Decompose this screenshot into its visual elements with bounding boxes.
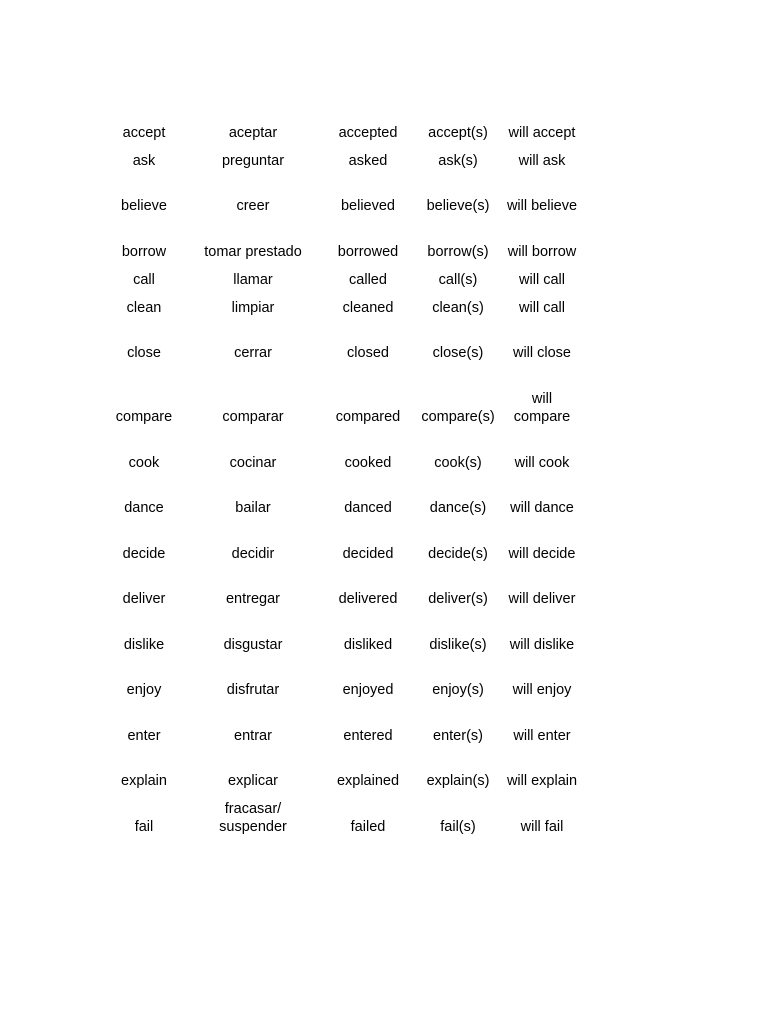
past-tense-cell: asked: [348, 152, 388, 169]
past-tense-cell: cleaned: [342, 299, 394, 316]
spanish-cell: disfrutar: [226, 682, 280, 698]
spanish-cell: decidir: [231, 545, 275, 562]
future-tense-cell: will dislike: [509, 636, 575, 653]
past-tense-cell: entered: [343, 727, 393, 744]
verb-table: [106, 96, 580, 836]
base-form-cell: call: [133, 271, 155, 288]
past-tense-cell: cooked: [344, 454, 392, 471]
spanish-cell: cerrar: [234, 345, 272, 361]
table-row: [106, 96, 580, 142]
present-tense-cell: enjoy(s): [432, 682, 484, 698]
future-tense-cell: will enter: [513, 727, 571, 744]
spanish-cell: aceptar: [228, 124, 278, 141]
spanish-cell: explicar: [228, 773, 278, 789]
spanish-cell: entrar: [234, 727, 272, 744]
table-row: [106, 261, 580, 289]
future-tense-cell: will dance: [510, 500, 574, 516]
future-tense-cell: will decide: [508, 545, 576, 562]
present-tense-cell: clean(s): [432, 299, 484, 316]
spanish-cell: limpiar: [231, 299, 275, 316]
future-tense-cell: will enjoy: [512, 682, 572, 698]
past-tense-cell: accepted: [338, 124, 398, 141]
base-form-cell: enter: [127, 727, 161, 744]
past-tense-cell: borrowed: [337, 243, 399, 260]
base-form-cell: decide: [122, 545, 166, 562]
base-form-cell: deliver: [122, 591, 166, 607]
future-tense-cell: will deliver: [508, 591, 576, 607]
base-form-cell: accept: [122, 124, 166, 141]
present-tense-cell: explain(s): [426, 773, 490, 789]
base-form-cell: ask: [132, 152, 156, 169]
table-row: [106, 563, 580, 609]
future-tense-cell: will believe: [506, 198, 578, 214]
table-row: [106, 745, 580, 791]
past-tense-cell: enjoyed: [342, 682, 394, 698]
present-tense-cell: fail(s): [440, 818, 476, 835]
table-row: [106, 654, 580, 700]
future-tense-cell: will borrow: [507, 243, 577, 260]
spanish-cell: tomar prestado: [204, 243, 302, 260]
present-tense-cell: cook(s): [434, 454, 482, 471]
table-row: [106, 215, 580, 261]
base-form-cell: dance: [124, 500, 164, 516]
past-tense-cell: compared: [335, 409, 401, 425]
past-tense-cell: closed: [347, 345, 389, 361]
future-tense-cell: will compare: [513, 391, 571, 425]
spanish-cell: fracasar/ suspender: [219, 800, 287, 835]
future-tense-cell: will call: [519, 299, 565, 316]
base-form-cell: cook: [128, 454, 160, 471]
future-tense-cell: will accept: [508, 124, 576, 141]
base-form-cell: enjoy: [126, 682, 162, 698]
past-tense-cell: decided: [342, 545, 394, 562]
future-tense-cell: will explain: [506, 773, 578, 789]
future-tense-cell: will cook: [514, 454, 570, 471]
spanish-cell: entregar: [225, 591, 280, 607]
present-tense-cell: accept(s): [428, 124, 488, 141]
future-tense-cell: will close: [512, 345, 571, 361]
present-tense-cell: ask(s): [438, 152, 478, 169]
base-form-cell: compare: [115, 409, 173, 425]
spanish-cell: comparar: [222, 409, 284, 425]
table-row: [106, 362, 580, 426]
spanish-cell: llamar: [233, 271, 273, 288]
present-tense-cell: decide(s): [428, 545, 488, 562]
table-row: [106, 699, 580, 745]
past-tense-cell: disliked: [343, 636, 393, 653]
past-tense-cell: delivered: [338, 591, 398, 607]
base-form-cell: believe: [121, 198, 167, 214]
table-row: [106, 317, 580, 363]
spanish-cell: creer: [236, 198, 270, 214]
spanish-cell: disgustar: [223, 636, 283, 653]
present-tense-cell: believe(s): [426, 198, 490, 214]
base-form-cell: clean: [126, 299, 162, 316]
present-tense-cell: enter(s): [433, 727, 483, 744]
present-tense-cell: deliver(s): [428, 591, 488, 607]
spanish-cell: cocinar: [229, 454, 277, 471]
present-tense-cell: compare(s): [421, 409, 495, 425]
table-row: [106, 142, 580, 170]
table-row: [106, 170, 580, 216]
present-tense-cell: call(s): [438, 271, 478, 288]
base-form-cell: close: [127, 345, 161, 361]
past-tense-cell: called: [349, 271, 387, 288]
table-row: [106, 289, 580, 317]
present-tense-cell: borrow(s): [427, 243, 489, 260]
present-tense-cell: dance(s): [429, 500, 487, 516]
past-tense-cell: failed: [350, 818, 386, 835]
table-row: [106, 517, 580, 563]
spanish-cell: preguntar: [221, 152, 285, 169]
table-row: [106, 608, 580, 654]
base-form-cell: explain: [121, 773, 167, 789]
base-form-cell: dislike: [123, 636, 165, 653]
past-tense-cell: explained: [336, 773, 400, 789]
present-tense-cell: dislike(s): [429, 636, 487, 653]
future-tense-cell: will call: [519, 271, 565, 288]
future-tense-cell: will fail: [520, 818, 564, 835]
spanish-cell: bailar: [235, 500, 271, 516]
table-row: [106, 426, 580, 472]
past-tense-cell: believed: [340, 198, 395, 214]
base-form-cell: borrow: [121, 243, 167, 260]
base-form-cell: fail: [134, 818, 154, 835]
past-tense-cell: danced: [344, 500, 392, 516]
table-row: [106, 472, 580, 518]
present-tense-cell: close(s): [432, 345, 484, 361]
future-tense-cell: will ask: [518, 152, 566, 169]
table-row: [106, 790, 580, 836]
